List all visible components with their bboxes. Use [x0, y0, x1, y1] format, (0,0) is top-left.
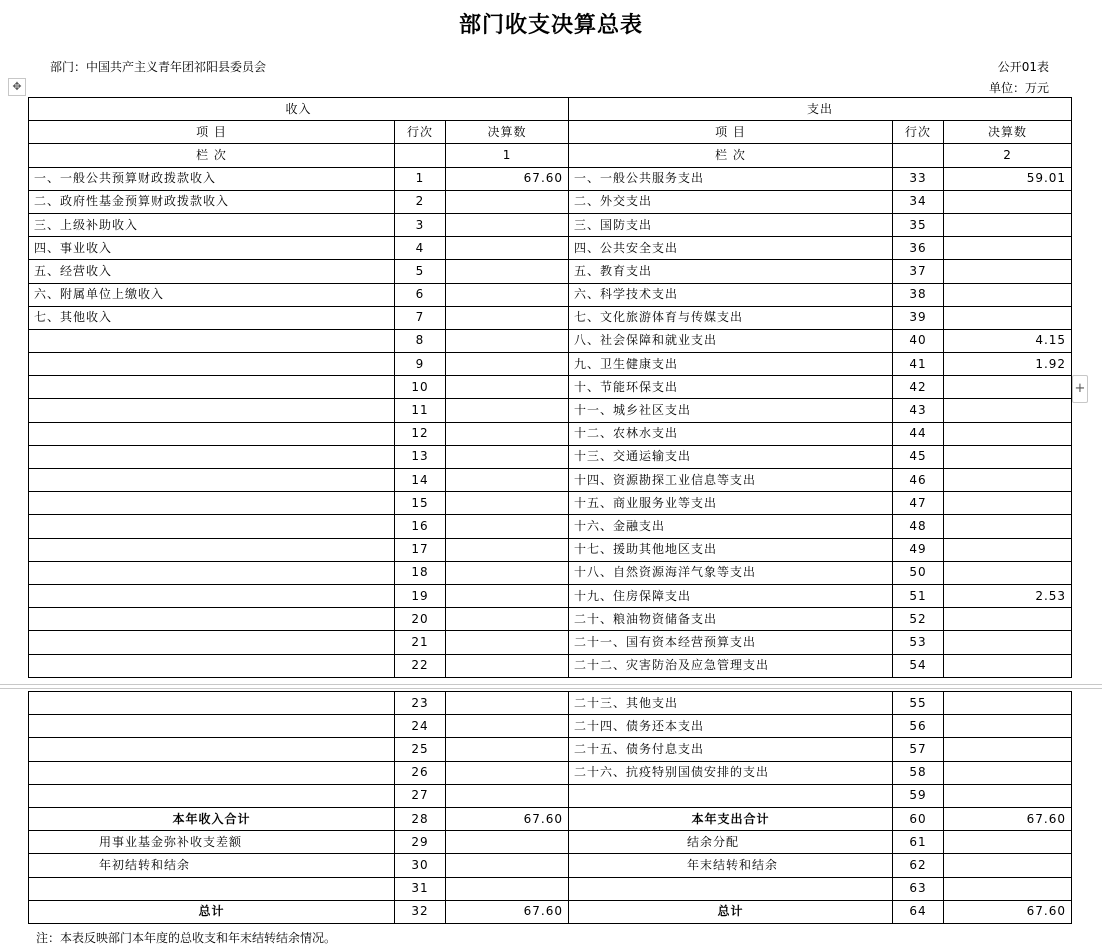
expense-rowno-cell: 50: [893, 561, 944, 584]
income-item-cell: 七、其他收入: [29, 306, 395, 329]
income-amount-cell: 67.60: [446, 167, 569, 190]
expense-column-rowno: [893, 144, 944, 167]
expense-rowno-cell: 45: [893, 445, 944, 468]
income-item-cell: [29, 353, 395, 376]
income-rowno-cell: 1: [395, 167, 446, 190]
expense-item-cell: 二十二、灾害防治及应急管理支出: [569, 654, 893, 677]
expense-amount-cell: [944, 561, 1072, 584]
expense-item-cell: 十九、住房保障支出: [569, 584, 893, 607]
expense-rowno-cell: 56: [893, 715, 944, 738]
income-rowno-cell: 32: [395, 900, 446, 923]
table-row: [29, 353, 1072, 376]
income-amount-cell: [446, 854, 569, 877]
income-item-cell: [29, 877, 395, 900]
table-row: [29, 237, 1072, 260]
table-row: [29, 376, 1072, 399]
table-row: [29, 784, 1072, 807]
income-rowno-cell: 28: [395, 807, 446, 830]
income-column-index: 1: [446, 144, 569, 167]
table-row: [29, 492, 1072, 515]
income-amount-cell: [446, 784, 569, 807]
income-item-cell: [29, 329, 395, 352]
expense-item-cell: 二、外交支出: [569, 190, 893, 213]
add-column-icon[interactable]: +: [1072, 375, 1088, 403]
income-amount-cell: [446, 877, 569, 900]
expense-item-cell: 十四、资源勘探工业信息等支出: [569, 469, 893, 492]
table-row: [29, 692, 1072, 715]
expense-amount-cell: [944, 761, 1072, 784]
expense-item-header: 项 目: [569, 121, 893, 144]
expense-rowno-cell: 64: [893, 900, 944, 923]
income-item-cell: 总计: [29, 900, 395, 923]
footnote: 注：本表反映部门本年度的总收支和年末结转结余情况。: [36, 931, 337, 945]
income-amount-cell: [446, 399, 569, 422]
income-amount-cell: [446, 761, 569, 784]
income-item-cell: 本年收入合计: [29, 807, 395, 830]
income-amount-cell: [446, 561, 569, 584]
table-row: [29, 654, 1072, 677]
expense-rowno-cell: 41: [893, 353, 944, 376]
expense-amount-cell: 4.15: [944, 329, 1072, 352]
income-amount-cell: [446, 654, 569, 677]
income-item-header: 项 目: [29, 121, 395, 144]
income-rowno-cell: 13: [395, 445, 446, 468]
income-rowno-cell: 2: [395, 190, 446, 213]
expense-rowno-cell: 57: [893, 738, 944, 761]
expense-item-cell: 二十六、抗疫特别国债安排的支出: [569, 761, 893, 784]
income-rowno-cell: 9: [395, 353, 446, 376]
income-amount-cell: [446, 738, 569, 761]
expense-item-cell: 三、国防支出: [569, 213, 893, 236]
income-item-cell: [29, 515, 395, 538]
expense-amount-cell: [944, 213, 1072, 236]
income-item-cell: [29, 784, 395, 807]
expense-amount-cell: [944, 190, 1072, 213]
department-label: 部门：中国共产主义青年团祁阳县委员会: [50, 60, 267, 74]
expense-amount-cell: [944, 608, 1072, 631]
expense-item-cell: 十二、农林水支出: [569, 422, 893, 445]
income-amount-cell: 67.60: [446, 807, 569, 830]
page-title: 部门收支决算总表: [458, 13, 643, 38]
expense-amount-cell: [944, 492, 1072, 515]
income-item-cell: [29, 608, 395, 631]
expense-item-cell: 一、一般公共服务支出: [569, 167, 893, 190]
page-break-line: [0, 684, 1102, 685]
income-amount-cell: [446, 831, 569, 854]
expense-amount-cell: [944, 738, 1072, 761]
income-item-cell: [29, 422, 395, 445]
expense-rowno-cell: 35: [893, 213, 944, 236]
income-item-cell: [29, 631, 395, 654]
expense-rowno-cell: 59: [893, 784, 944, 807]
income-amount-cell: [446, 608, 569, 631]
expense-amount-cell: [944, 877, 1072, 900]
income-item-cell: 四、事业收入: [29, 237, 395, 260]
income-rowno-cell: 7: [395, 306, 446, 329]
income-item-cell: [29, 761, 395, 784]
expense-item-cell: 十五、商业服务业等支出: [569, 492, 893, 515]
income-amount-cell: [446, 584, 569, 607]
table-row: [29, 422, 1072, 445]
income-item-cell: 六、附属单位上缴收入: [29, 283, 395, 306]
table-row: [29, 538, 1072, 561]
expense-rowno-cell: 49: [893, 538, 944, 561]
expense-amount-cell: [944, 445, 1072, 468]
income-amount-cell: [446, 469, 569, 492]
income-rowno-cell: 27: [395, 784, 446, 807]
expense-rowno-cell: 44: [893, 422, 944, 445]
expense-rowno-cell: 58: [893, 761, 944, 784]
expense-item-cell: 二十一、国有资本经营预算支出: [569, 631, 893, 654]
income-amount-cell: [446, 692, 569, 715]
income-rowno-cell: 8: [395, 329, 446, 352]
expense-item-cell: 二十、粮油物资储备支出: [569, 608, 893, 631]
income-item-cell: [29, 469, 395, 492]
table-row: [29, 167, 1072, 190]
income-rowno-cell: 17: [395, 538, 446, 561]
income-amount-cell: [446, 715, 569, 738]
expense-rowno-cell: 36: [893, 237, 944, 260]
income-item-cell: 年初结转和结余: [29, 854, 395, 877]
table-row: [29, 831, 1072, 854]
income-item-cell: [29, 584, 395, 607]
expense-rowno-cell: 63: [893, 877, 944, 900]
expense-item-cell: 二十四、债务还本支出: [569, 715, 893, 738]
income-rowno-cell: 21: [395, 631, 446, 654]
income-item-cell: 五、经营收入: [29, 260, 395, 283]
income-item-cell: [29, 715, 395, 738]
income-rowno-cell: 23: [395, 692, 446, 715]
expense-amount-cell: [944, 422, 1072, 445]
income-amount-cell: [446, 237, 569, 260]
income-rowno-cell: 3: [395, 213, 446, 236]
income-amount-cell: [446, 445, 569, 468]
income-amount-cell: [446, 213, 569, 236]
expense-item-cell: 十、节能环保支出: [569, 376, 893, 399]
expense-amount-cell: [944, 515, 1072, 538]
income-amount-cell: [446, 492, 569, 515]
expense-header: 支出: [569, 98, 1072, 121]
expense-item-cell: 十三、交通运输支出: [569, 445, 893, 468]
expense-amount-cell: [944, 854, 1072, 877]
form-number: 公开01表: [997, 60, 1049, 74]
expense-rowno-cell: 34: [893, 190, 944, 213]
expense-rowno-cell: 48: [893, 515, 944, 538]
income-rowno-cell: 18: [395, 561, 446, 584]
income-column-label: 栏 次: [29, 144, 395, 167]
expense-rowno-cell: 37: [893, 260, 944, 283]
expense-column-label: 栏 次: [569, 144, 893, 167]
expense-rowno-cell: 51: [893, 584, 944, 607]
income-amount-cell: [446, 631, 569, 654]
income-item-cell: 二、政府性基金预算财政拨款收入: [29, 190, 395, 213]
expense-rowno-cell: 39: [893, 306, 944, 329]
expense-item-cell: 十一、城乡社区支出: [569, 399, 893, 422]
expense-item-cell: 本年支出合计: [569, 807, 893, 830]
expense-item-cell: [569, 784, 893, 807]
income-rowno-cell: 14: [395, 469, 446, 492]
income-amount-cell: [446, 306, 569, 329]
table-row: [29, 900, 1072, 923]
expense-column-index: 2: [944, 144, 1072, 167]
expense-amount-cell: 67.60: [944, 900, 1072, 923]
income-rowno-cell: 20: [395, 608, 446, 631]
expense-item-cell: 十六、金融支出: [569, 515, 893, 538]
expense-item-cell: 二十三、其他支出: [569, 692, 893, 715]
income-rowno-cell: 16: [395, 515, 446, 538]
expense-item-cell: 二十五、债务付息支出: [569, 738, 893, 761]
expense-amount-cell: [944, 692, 1072, 715]
expense-amount-cell: [944, 260, 1072, 283]
income-amount-cell: [446, 283, 569, 306]
table-row: [29, 283, 1072, 306]
page-break-line: [0, 688, 1102, 689]
income-rowno-cell: 25: [395, 738, 446, 761]
income-amount-cell: 67.60: [446, 900, 569, 923]
expense-amount-cell: [944, 469, 1072, 492]
table-row: [29, 306, 1072, 329]
table-row: [29, 761, 1072, 784]
income-item-cell: [29, 692, 395, 715]
income-rowno-cell: 6: [395, 283, 446, 306]
expense-rowno-cell: 60: [893, 807, 944, 830]
expense-amount-cell: 2.53: [944, 584, 1072, 607]
expense-rowno-cell: 42: [893, 376, 944, 399]
expense-rowno-cell: 53: [893, 631, 944, 654]
income-item-cell: [29, 538, 395, 561]
expense-rowno-header: 行次: [893, 121, 944, 144]
expense-item-cell: 十八、自然资源海洋气象等支出: [569, 561, 893, 584]
income-amount-cell: [446, 422, 569, 445]
expense-item-cell: 六、科学技术支出: [569, 283, 893, 306]
expense-amount-cell: [944, 654, 1072, 677]
income-amount-cell: [446, 376, 569, 399]
income-item-cell: 用事业基金弥补收支差额: [29, 831, 395, 854]
table-move-handle-icon[interactable]: ✥: [8, 78, 26, 96]
expense-item-cell: 五、教育支出: [569, 260, 893, 283]
expense-amount-cell: [944, 631, 1072, 654]
table-row: [29, 877, 1072, 900]
income-rowno-header: 行次: [395, 121, 446, 144]
table-row: [29, 469, 1072, 492]
header-row-columns: [29, 121, 1072, 144]
income-amount-cell: [446, 190, 569, 213]
table-row: [29, 190, 1072, 213]
income-item-cell: [29, 399, 395, 422]
table-row: [29, 399, 1072, 422]
income-amount-cell: [446, 353, 569, 376]
expense-amount-cell: [944, 538, 1072, 561]
table-row: [29, 329, 1072, 352]
table-row: [29, 738, 1072, 761]
income-rowno-cell: 5: [395, 260, 446, 283]
expense-item-cell: 八、社会保障和就业支出: [569, 329, 893, 352]
expense-amount-cell: [944, 306, 1072, 329]
expense-rowno-cell: 52: [893, 608, 944, 631]
expense-amount-cell: [944, 376, 1072, 399]
expense-rowno-cell: 43: [893, 399, 944, 422]
income-item-cell: [29, 738, 395, 761]
unit-label: 单位：万元: [988, 81, 1049, 95]
expense-rowno-cell: 55: [893, 692, 944, 715]
expense-amount-cell: 67.60: [944, 807, 1072, 830]
table-row: [29, 213, 1072, 236]
table-row: [29, 584, 1072, 607]
expense-rowno-cell: 38: [893, 283, 944, 306]
income-item-cell: [29, 561, 395, 584]
header-row-section: [29, 98, 1072, 121]
expense-amount-cell: [944, 237, 1072, 260]
income-amount-cell: [446, 515, 569, 538]
expense-item-cell: 九、卫生健康支出: [569, 353, 893, 376]
income-item-cell: [29, 654, 395, 677]
table-row: [29, 445, 1072, 468]
income-rowno-cell: 11: [395, 399, 446, 422]
income-rowno-cell: 31: [395, 877, 446, 900]
expense-amount-cell: [944, 831, 1072, 854]
expense-amount-cell: [944, 715, 1072, 738]
expense-item-cell: 总计: [569, 900, 893, 923]
expense-rowno-cell: 47: [893, 492, 944, 515]
table-row: [29, 631, 1072, 654]
table-row: [29, 807, 1072, 830]
income-item-cell: 三、上级补助收入: [29, 213, 395, 236]
income-item-cell: [29, 445, 395, 468]
expense-amount-cell: 1.92: [944, 353, 1072, 376]
table-row: [29, 515, 1072, 538]
income-column-rowno: [395, 144, 446, 167]
income-item-cell: 一、一般公共预算财政拨款收入: [29, 167, 395, 190]
income-rowno-cell: 4: [395, 237, 446, 260]
expense-item-cell: 年末结转和结余: [569, 854, 893, 877]
expense-item-cell: 十七、援助其他地区支出: [569, 538, 893, 561]
income-rowno-cell: 19: [395, 584, 446, 607]
table-row: [29, 561, 1072, 584]
expense-rowno-cell: 33: [893, 167, 944, 190]
income-rowno-cell: 22: [395, 654, 446, 677]
income-amount-cell: [446, 538, 569, 561]
expense-item-cell: 七、文化旅游体育与传媒支出: [569, 306, 893, 329]
income-rowno-cell: 10: [395, 376, 446, 399]
income-header: 收入: [29, 98, 569, 121]
expense-amount-cell: [944, 399, 1072, 422]
expense-amount-cell: [944, 784, 1072, 807]
table-row: [29, 608, 1072, 631]
table-row: [29, 715, 1072, 738]
expense-item-cell: 四、公共安全支出: [569, 237, 893, 260]
income-rowno-cell: 24: [395, 715, 446, 738]
expense-rowno-cell: 62: [893, 854, 944, 877]
expense-amount-header: 决算数: [944, 121, 1072, 144]
income-rowno-cell: 30: [395, 854, 446, 877]
expense-rowno-cell: 54: [893, 654, 944, 677]
expense-rowno-cell: 46: [893, 469, 944, 492]
expense-amount-cell: [944, 283, 1072, 306]
income-rowno-cell: 15: [395, 492, 446, 515]
expense-rowno-cell: 61: [893, 831, 944, 854]
income-rowno-cell: 12: [395, 422, 446, 445]
expense-amount-cell: 59.01: [944, 167, 1072, 190]
income-amount-cell: [446, 260, 569, 283]
expense-rowno-cell: 40: [893, 329, 944, 352]
table-row: [29, 854, 1072, 877]
summary-table-part2: [28, 691, 1072, 924]
income-amount-cell: [446, 329, 569, 352]
income-amount-header: 决算数: [446, 121, 569, 144]
income-item-cell: [29, 492, 395, 515]
expense-item-cell: [569, 877, 893, 900]
income-rowno-cell: 26: [395, 761, 446, 784]
expense-item-cell: 结余分配: [569, 831, 893, 854]
summary-table-part1: [28, 97, 1072, 678]
header-row-column-index: [29, 144, 1072, 167]
income-rowno-cell: 29: [395, 831, 446, 854]
table-row: [29, 260, 1072, 283]
income-item-cell: [29, 376, 395, 399]
